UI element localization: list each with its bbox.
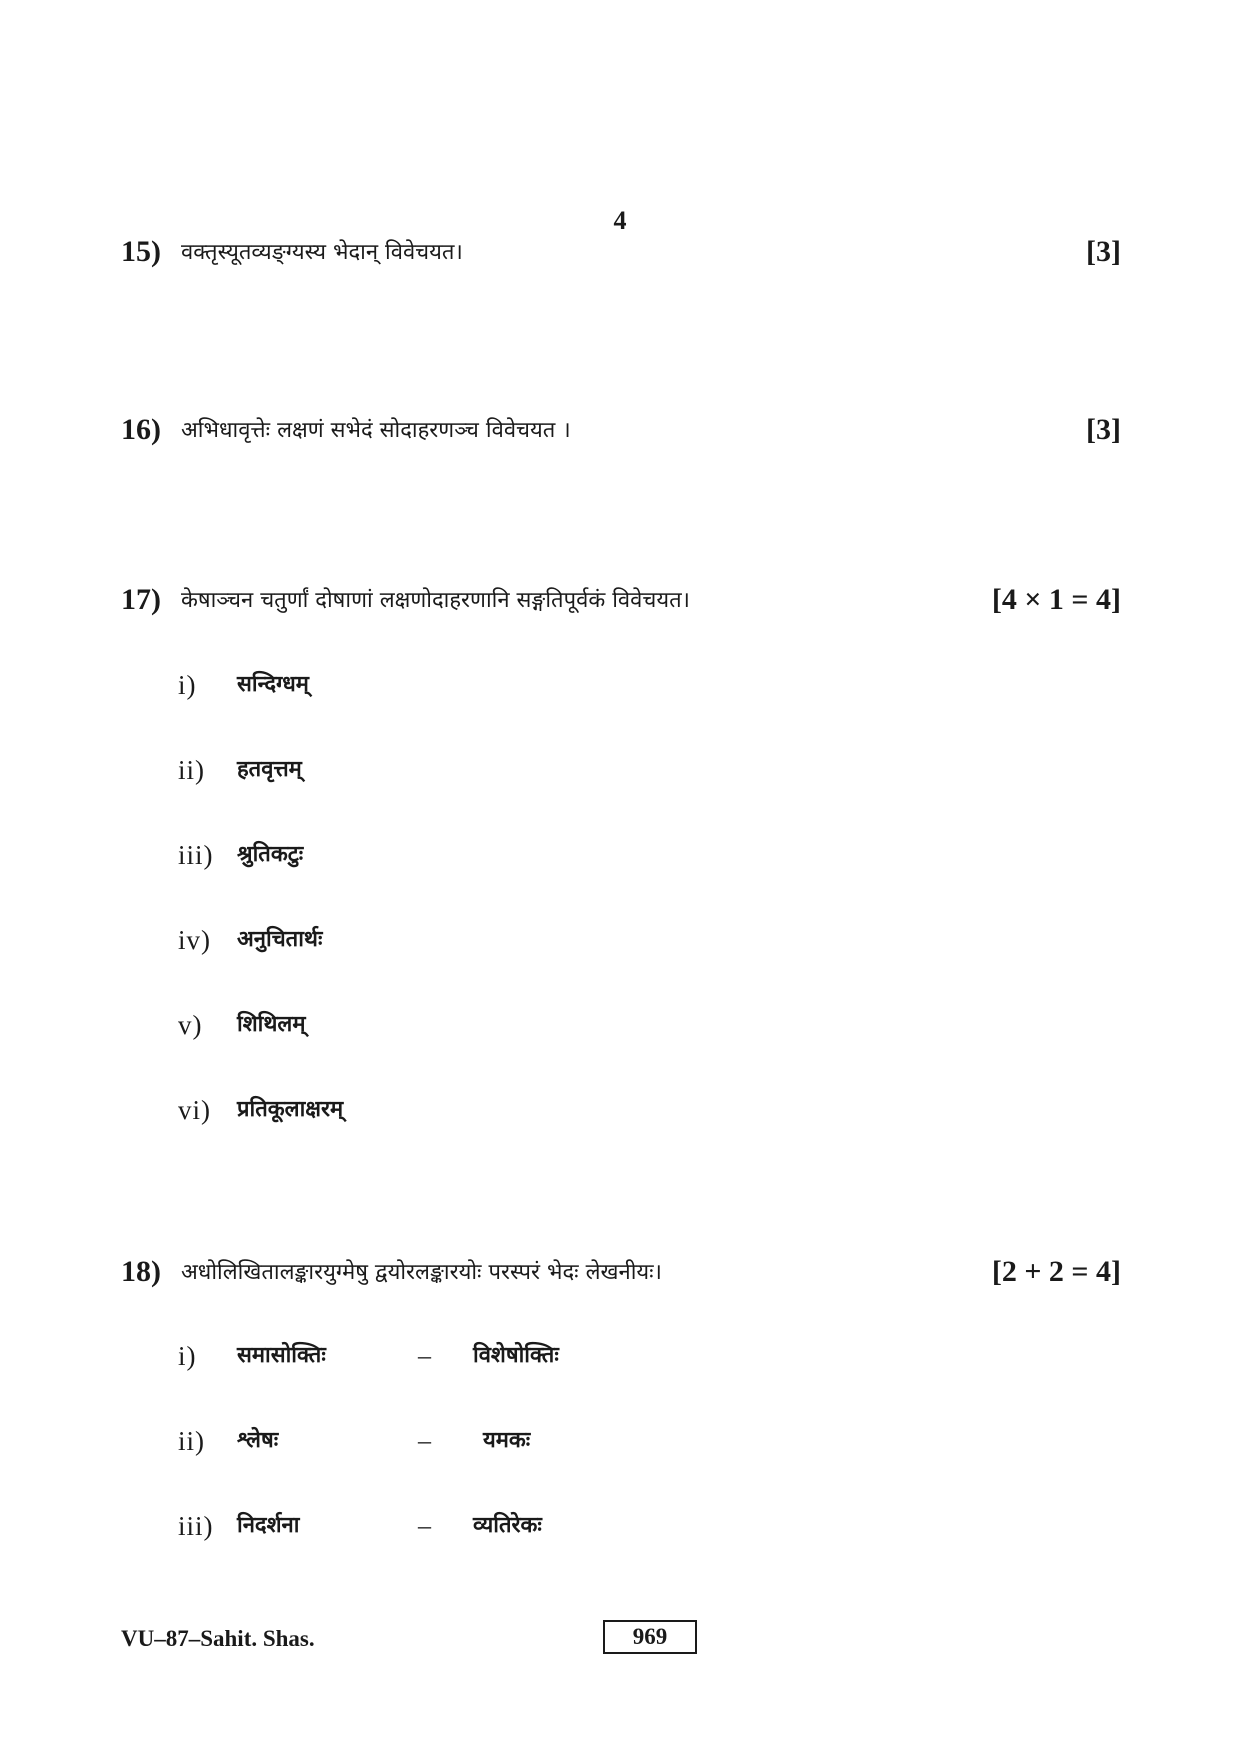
question-marks: [3] [1086, 235, 1121, 268]
item-text: अनुचितार्थः [237, 927, 323, 952]
item-left-term: समासोक्तिः [237, 1343, 326, 1368]
item-right-term: यमकः [483, 1428, 531, 1453]
list-item [178, 922, 878, 958]
question-text: वक्तृस्यूतव्यङ्ग्यस्य भेदान् विवेचयत। [181, 240, 463, 265]
item-text: हतवृत्तम् [237, 757, 302, 782]
question-15 [121, 232, 1121, 272]
question-number: 15) [121, 235, 161, 268]
question-text: अधोलिखितालङ्कारयुग्मेषु द्वयोरलङ्कारयोः परस्परं भेदः लेखनीयः। [181, 1260, 662, 1285]
question-number: 18) [121, 1255, 161, 1288]
item-label: vi) [178, 1095, 211, 1125]
paper-code: VU–87–Sahit. Shas. [121, 1626, 315, 1651]
page-number: 4 [613, 206, 627, 235]
question-number: 16) [121, 413, 161, 446]
item-text: सन्दिग्धम् [237, 672, 309, 697]
item-dash: – [418, 1341, 431, 1370]
question-16 [121, 410, 1121, 450]
item-dash: – [418, 1426, 431, 1455]
question-marks: [3] [1086, 413, 1121, 446]
item-label: i) [178, 670, 197, 700]
item-text: प्रतिकूलाक्षरम् [237, 1097, 344, 1122]
list-item [178, 1508, 878, 1544]
question-marks: [4 × 1 = 4] [991, 583, 1121, 616]
question-number: 17) [121, 583, 161, 616]
page-code-box: 969 [603, 1620, 697, 1654]
item-left-term: श्लेषः [237, 1428, 279, 1453]
question-text: केषाञ्चन चतुर्णां दोषाणां लक्षणोदाहरणानि सङ्गतिपूर्वकं विवेचयत। [181, 588, 690, 613]
list-item [178, 837, 878, 873]
item-label: iv) [178, 925, 211, 955]
list-item [178, 1092, 878, 1128]
item-label: ii) [178, 1426, 205, 1456]
list-item [178, 752, 878, 788]
item-left-term: निदर्शना [237, 1513, 300, 1538]
item-label: i) [178, 1341, 197, 1371]
list-item [178, 667, 878, 703]
item-label: iii) [178, 840, 214, 870]
item-label: v) [178, 1010, 203, 1040]
list-item [178, 1338, 878, 1374]
item-text: श्रुतिकटुः [237, 842, 304, 867]
list-item [178, 1423, 878, 1459]
question-text: अभिधावृत्तेः लक्षणं सभेदं सोदाहरणञ्च विवेचयत । [181, 418, 571, 443]
question-18 [121, 1252, 1121, 1292]
item-right-term: विशेषोक्तिः [473, 1343, 559, 1368]
question-17 [121, 580, 1121, 620]
item-dash: – [418, 1511, 431, 1540]
list-item [178, 1007, 878, 1043]
item-label: ii) [178, 755, 205, 785]
item-right-term: व्यतिरेकः [473, 1513, 542, 1538]
question-marks: [2 + 2 = 4] [991, 1255, 1121, 1288]
item-label: iii) [178, 1511, 214, 1541]
item-text: शिथिलम् [237, 1012, 306, 1037]
